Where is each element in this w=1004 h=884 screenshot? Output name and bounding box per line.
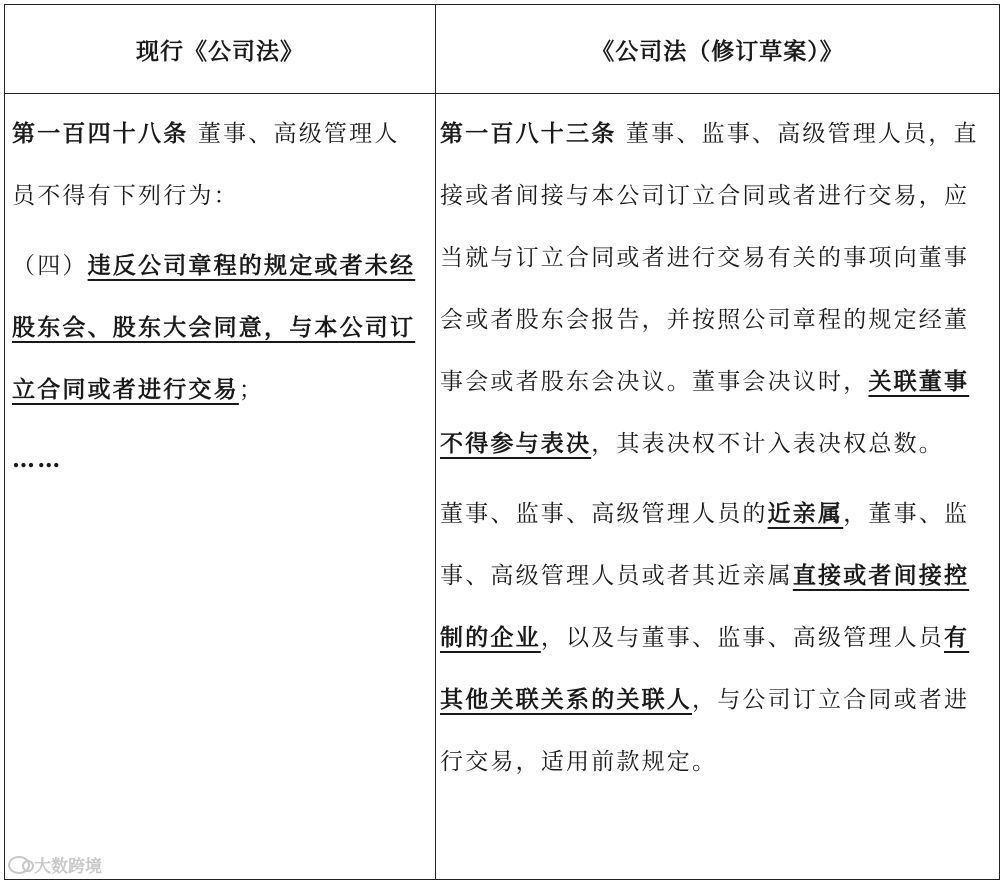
related-parties-text-d: ，与公司订立合同或者进行交易，适用前款规定。 bbox=[440, 687, 970, 775]
item-4-suffix: ； bbox=[238, 377, 265, 403]
related-parties-paragraph bbox=[440, 483, 988, 793]
header-draft-revision: 《公司法（修订草案）》 bbox=[591, 37, 844, 65]
watermark-text: 大数跨境 bbox=[34, 857, 102, 877]
article-183-paragraph bbox=[440, 103, 988, 475]
article-148-intro: 董事、高级管理人员不得有下列行为： bbox=[12, 121, 400, 209]
item-4-paragraph bbox=[12, 235, 422, 421]
draft-revision-cell bbox=[440, 89, 988, 793]
ellipsis-paragraph bbox=[12, 429, 422, 491]
article-183-text: 董事、监事、高级管理人员，直接或者间接与本公司订立合同或者进行交易，应当就与订立合同或者进行交易有关的事项向董事会或者股东会报告，并按照公司章程的规定经董事会或者股东会决议。董事会决议时， bbox=[440, 121, 979, 395]
article-183-number: 第一百八十三条 bbox=[440, 120, 617, 147]
controlled-enterprise-highlight: 直接或者间接控制的企业 bbox=[440, 562, 970, 651]
close-relatives-highlight: 近亲属 bbox=[767, 500, 844, 527]
article-183-suffix: ，其表决权不计入表决权总数。 bbox=[591, 431, 945, 457]
column-divider bbox=[435, 5, 436, 879]
item-4-prefix: （四） bbox=[12, 253, 88, 279]
dashuju-logo-icon bbox=[8, 856, 30, 874]
related-director-highlight: 关联董事不得参与表决 bbox=[440, 368, 970, 457]
watermark bbox=[8, 852, 102, 877]
related-parties-text-a: 董事、监事、高级管理人员的 bbox=[440, 501, 768, 527]
article-148-paragraph bbox=[12, 103, 422, 227]
current-law-cell bbox=[12, 89, 422, 491]
article-148-number: 第一百四十八条 bbox=[12, 120, 189, 147]
other-related-party-highlight: 有其他关联关系的关联人 bbox=[440, 624, 970, 713]
item-4-highlight: 违反公司章程的规定或者未经股东会、股东大会同意，与本公司订立合同或者进行交易 bbox=[12, 252, 416, 403]
related-parties-text-b: ，董事、监事、高级管理人员或者其近亲属 bbox=[440, 501, 970, 589]
header-current-law: 现行《公司法》 bbox=[136, 37, 304, 65]
related-parties-text-c: ，以及与董事、监事、高级管理人员 bbox=[540, 625, 945, 651]
ellipsis: …… bbox=[12, 446, 63, 473]
